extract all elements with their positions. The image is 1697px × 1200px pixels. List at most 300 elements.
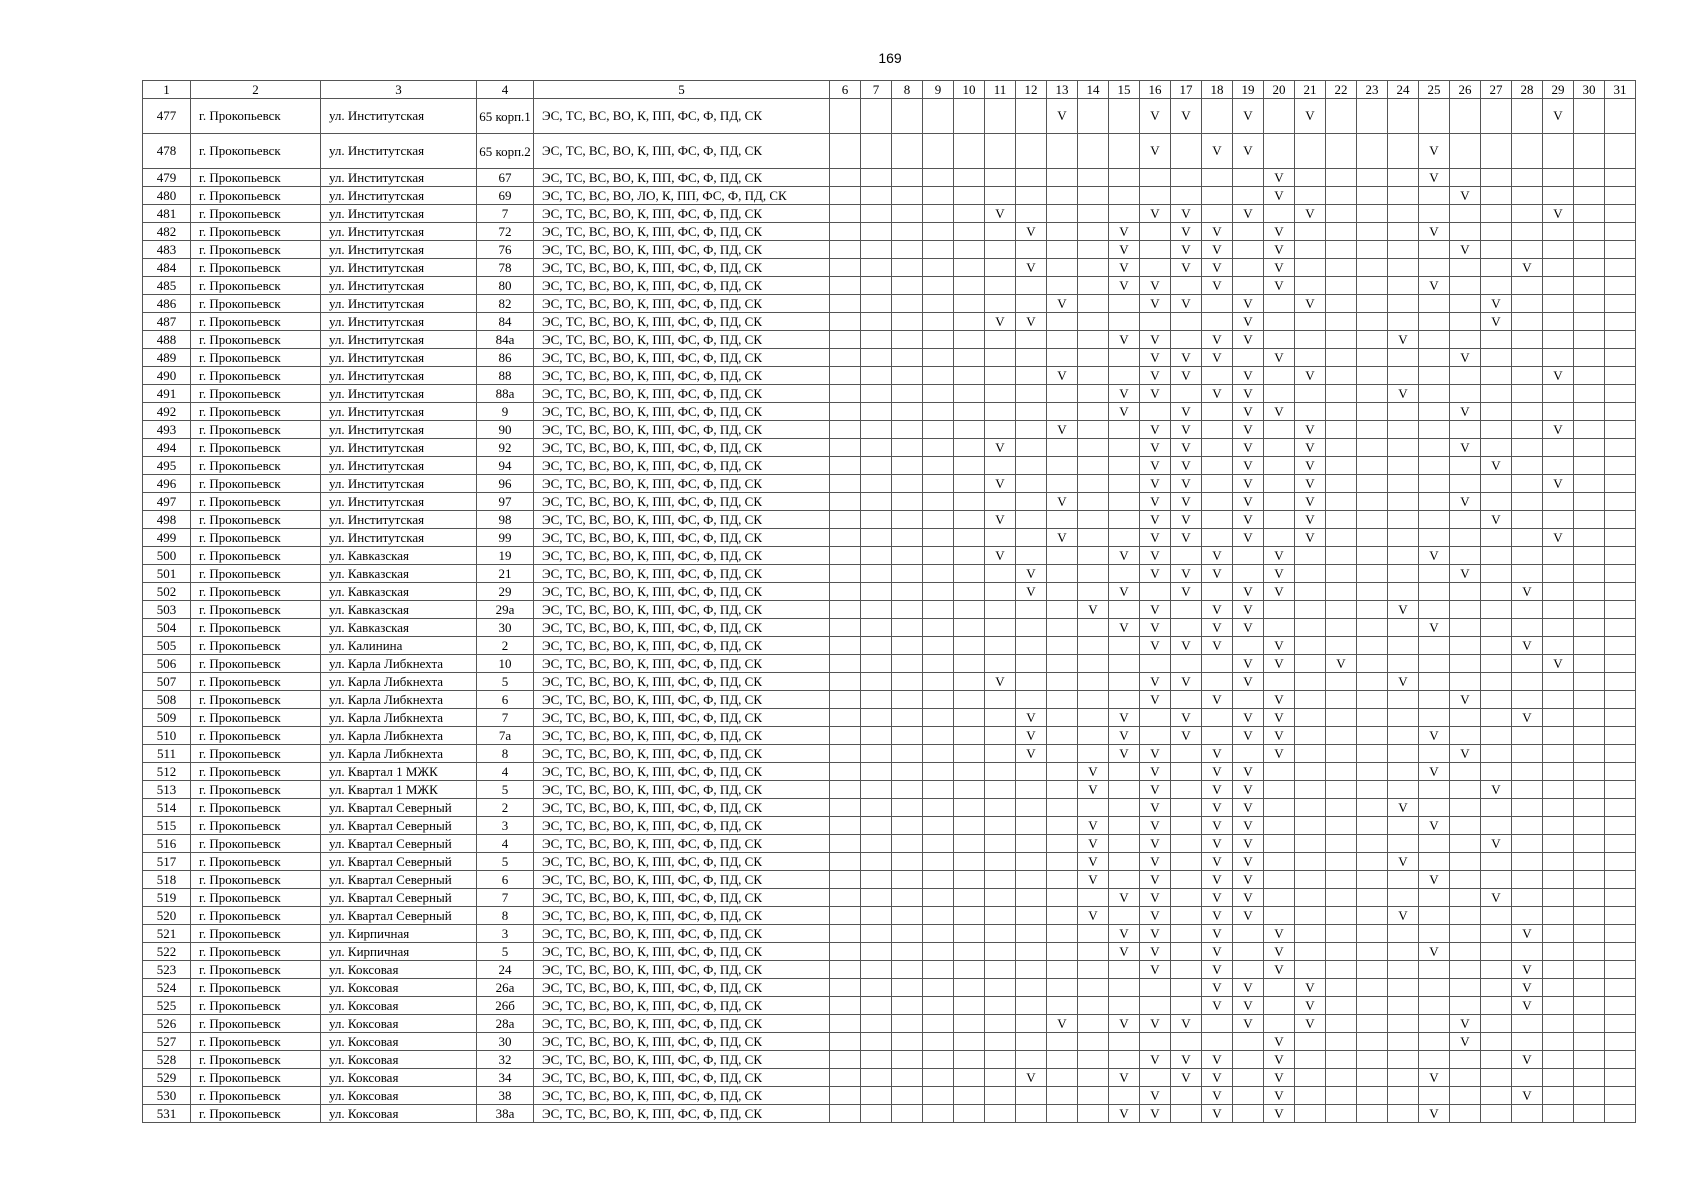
mark-cell-col-26 [1450, 835, 1481, 853]
table-row [143, 691, 1636, 709]
house-number-cell: 21 [477, 565, 534, 583]
mark-cell-col-10 [954, 313, 985, 331]
mark-cell-col-14: V [1078, 817, 1109, 835]
mark-cell-col-9 [923, 961, 954, 979]
mark-cell-col-21 [1295, 313, 1326, 331]
mark-cell-col-11 [985, 295, 1016, 313]
mark-cell-col-25: V [1419, 943, 1450, 961]
mark-cell-col-17: V [1171, 367, 1202, 385]
row-number: 493 [143, 421, 191, 439]
mark-cell-col-21 [1295, 1033, 1326, 1051]
mark-cell-col-30 [1574, 799, 1605, 817]
mark-cell-col-22 [1326, 277, 1357, 295]
mark-cell-col-28 [1512, 907, 1543, 925]
street-cell: ул. Коксовая [321, 1105, 477, 1123]
mark-cell-col-13 [1047, 403, 1078, 421]
mark-cell-col-28 [1512, 99, 1543, 134]
mark-cell-col-30 [1574, 277, 1605, 295]
mark-cell-col-30 [1574, 187, 1605, 205]
mark-cell-col-23 [1357, 835, 1388, 853]
house-number-cell: 92 [477, 439, 534, 457]
city-cell: г. Прокопьевск [191, 421, 321, 439]
mark-cell-col-13: V [1047, 421, 1078, 439]
mark-cell-col-18: V [1202, 223, 1233, 241]
mark-cell-col-25 [1419, 601, 1450, 619]
mark-cell-col-26 [1450, 943, 1481, 961]
mark-cell-col-21 [1295, 691, 1326, 709]
mark-cell-col-13 [1047, 547, 1078, 565]
mark-cell-col-21: V [1295, 421, 1326, 439]
mark-cell-col-25 [1419, 709, 1450, 727]
mark-cell-col-10 [954, 907, 985, 925]
mark-cell-col-24 [1388, 745, 1419, 763]
mark-cell-col-22 [1326, 1051, 1357, 1069]
mark-cell-col-25: V [1419, 223, 1450, 241]
house-number-cell: 3 [477, 817, 534, 835]
mark-cell-col-11 [985, 169, 1016, 187]
mark-cell-col-15 [1109, 421, 1140, 439]
mark-cell-col-26 [1450, 1105, 1481, 1123]
mark-cell-col-30 [1574, 763, 1605, 781]
mark-cell-col-6 [830, 817, 861, 835]
mark-cell-col-31 [1605, 565, 1636, 583]
mark-cell-col-21 [1295, 763, 1326, 781]
table-row [143, 457, 1636, 475]
mark-cell-col-15 [1109, 313, 1140, 331]
mark-cell-col-12 [1016, 421, 1047, 439]
mark-cell-col-30 [1574, 601, 1605, 619]
mark-cell-col-17: V [1171, 637, 1202, 655]
services-cell: ЭС, ТС, ВС, ВО, К, ПП, ФС, Ф, ПД, СК [534, 313, 830, 331]
mark-cell-col-22 [1326, 727, 1357, 745]
mark-cell-col-22 [1326, 853, 1357, 871]
mark-cell-col-25 [1419, 1033, 1450, 1051]
mark-cell-col-25 [1419, 925, 1450, 943]
mark-cell-col-17: V [1171, 241, 1202, 259]
house-number-cell: 7 [477, 205, 534, 223]
row-number: 529 [143, 1069, 191, 1087]
mark-cell-col-6 [830, 583, 861, 601]
mark-cell-col-31 [1605, 979, 1636, 997]
mark-cell-col-16: V [1140, 943, 1171, 961]
mark-cell-col-9 [923, 403, 954, 421]
mark-cell-col-29 [1543, 853, 1574, 871]
mark-cell-col-21 [1295, 169, 1326, 187]
column-header-20: 20 [1264, 81, 1295, 99]
mark-cell-col-29 [1543, 619, 1574, 637]
mark-cell-col-8 [892, 565, 923, 583]
mark-cell-col-29 [1543, 1033, 1574, 1051]
street-cell: ул. Квартал Северный [321, 853, 477, 871]
row-number: 511 [143, 745, 191, 763]
mark-cell-col-14 [1078, 673, 1109, 691]
mark-cell-col-30 [1574, 529, 1605, 547]
mark-cell-col-27 [1481, 349, 1512, 367]
mark-cell-col-17: V [1171, 529, 1202, 547]
mark-cell-col-11 [985, 1015, 1016, 1033]
mark-cell-col-15: V [1109, 745, 1140, 763]
mark-cell-col-25 [1419, 511, 1450, 529]
mark-cell-col-16: V [1140, 493, 1171, 511]
mark-cell-col-8 [892, 475, 923, 493]
mark-cell-col-14 [1078, 727, 1109, 745]
mark-cell-col-28 [1512, 619, 1543, 637]
services-cell: ЭС, ТС, ВС, ВО, К, ПП, ФС, Ф, ПД, СК [534, 997, 830, 1015]
mark-cell-col-7 [861, 1051, 892, 1069]
house-number-cell: 9 [477, 403, 534, 421]
mark-cell-col-18 [1202, 529, 1233, 547]
mark-cell-col-15: V [1109, 259, 1140, 277]
mark-cell-col-22 [1326, 259, 1357, 277]
mark-cell-col-12 [1016, 511, 1047, 529]
mark-cell-col-14 [1078, 313, 1109, 331]
street-cell: ул. Институтская [321, 529, 477, 547]
house-number-cell: 4 [477, 835, 534, 853]
mark-cell-col-15 [1109, 961, 1140, 979]
mark-cell-col-15 [1109, 134, 1140, 169]
mark-cell-col-13 [1047, 979, 1078, 997]
mark-cell-col-14: V [1078, 853, 1109, 871]
mark-cell-col-8 [892, 385, 923, 403]
mark-cell-col-26 [1450, 655, 1481, 673]
table-row [143, 511, 1636, 529]
mark-cell-col-24 [1388, 205, 1419, 223]
mark-cell-col-9 [923, 619, 954, 637]
mark-cell-col-29 [1543, 799, 1574, 817]
mark-cell-col-25 [1419, 457, 1450, 475]
mark-cell-col-30 [1574, 547, 1605, 565]
mark-cell-col-22 [1326, 349, 1357, 367]
mark-cell-col-27 [1481, 1105, 1512, 1123]
street-cell: ул. Институтская [321, 99, 477, 134]
mark-cell-col-27 [1481, 619, 1512, 637]
city-cell: г. Прокопьевск [191, 367, 321, 385]
mark-cell-col-22: V [1326, 655, 1357, 673]
mark-cell-col-28 [1512, 1033, 1543, 1051]
column-header-11: 11 [985, 81, 1016, 99]
mark-cell-col-25 [1419, 349, 1450, 367]
row-number: 530 [143, 1087, 191, 1105]
mark-cell-col-23 [1357, 313, 1388, 331]
mark-cell-col-23 [1357, 367, 1388, 385]
mark-cell-col-18: V [1202, 907, 1233, 925]
mark-cell-col-26: V [1450, 1033, 1481, 1051]
mark-cell-col-12 [1016, 547, 1047, 565]
mark-cell-col-29 [1543, 241, 1574, 259]
mark-cell-col-21 [1295, 781, 1326, 799]
mark-cell-col-19: V [1233, 529, 1264, 547]
mark-cell-col-31 [1605, 277, 1636, 295]
mark-cell-col-11 [985, 925, 1016, 943]
mark-cell-col-19: V [1233, 99, 1264, 134]
mark-cell-col-18: V [1202, 961, 1233, 979]
mark-cell-col-24: V [1388, 907, 1419, 925]
mark-cell-col-25: V [1419, 134, 1450, 169]
mark-cell-col-10 [954, 727, 985, 745]
mark-cell-col-11: V [985, 313, 1016, 331]
mark-cell-col-28 [1512, 134, 1543, 169]
mark-cell-col-14 [1078, 925, 1109, 943]
street-cell: ул. Коксовая [321, 961, 477, 979]
mark-cell-col-21 [1295, 331, 1326, 349]
house-number-cell: 34 [477, 1069, 534, 1087]
mark-cell-col-19 [1233, 241, 1264, 259]
table-row [143, 134, 1636, 169]
mark-cell-col-29 [1543, 871, 1574, 889]
mark-cell-col-6 [830, 889, 861, 907]
street-cell: ул. Кавказская [321, 565, 477, 583]
mark-cell-col-25: V [1419, 169, 1450, 187]
services-cell: ЭС, ТС, ВС, ВО, К, ПП, ФС, Ф, ПД, СК [534, 349, 830, 367]
row-number: 509 [143, 709, 191, 727]
mark-cell-col-14 [1078, 367, 1109, 385]
mark-cell-col-7 [861, 241, 892, 259]
mark-cell-col-16: V [1140, 637, 1171, 655]
table-row [143, 421, 1636, 439]
mark-cell-col-18 [1202, 655, 1233, 673]
mark-cell-col-25 [1419, 889, 1450, 907]
mark-cell-col-19: V [1233, 979, 1264, 997]
mark-cell-col-6 [830, 871, 861, 889]
city-cell: г. Прокопьевск [191, 385, 321, 403]
mark-cell-col-21 [1295, 259, 1326, 277]
mark-cell-col-17: V [1171, 709, 1202, 727]
mark-cell-col-14 [1078, 529, 1109, 547]
mark-cell-col-26 [1450, 134, 1481, 169]
mark-cell-col-18 [1202, 1033, 1233, 1051]
mark-cell-col-27: V [1481, 295, 1512, 313]
mark-cell-col-31 [1605, 835, 1636, 853]
mark-cell-col-30 [1574, 979, 1605, 997]
mark-cell-col-31 [1605, 295, 1636, 313]
mark-cell-col-22 [1326, 907, 1357, 925]
row-number: 490 [143, 367, 191, 385]
mark-cell-col-9 [923, 1069, 954, 1087]
table-row [143, 889, 1636, 907]
mark-cell-col-19: V [1233, 331, 1264, 349]
mark-cell-col-25: V [1419, 619, 1450, 637]
mark-cell-col-8 [892, 583, 923, 601]
mark-cell-col-29 [1543, 565, 1574, 583]
mark-cell-col-13 [1047, 925, 1078, 943]
mark-cell-col-24 [1388, 763, 1419, 781]
mark-cell-col-26: V [1450, 565, 1481, 583]
mark-cell-col-9 [923, 169, 954, 187]
mark-cell-col-18: V [1202, 277, 1233, 295]
mark-cell-col-8 [892, 99, 923, 134]
mark-cell-col-28 [1512, 763, 1543, 781]
mark-cell-col-24 [1388, 871, 1419, 889]
mark-cell-col-10 [954, 241, 985, 259]
mark-cell-col-16 [1140, 997, 1171, 1015]
mark-cell-col-26: V [1450, 439, 1481, 457]
mark-cell-col-31 [1605, 943, 1636, 961]
mark-cell-col-10 [954, 99, 985, 134]
mark-cell-col-30 [1574, 493, 1605, 511]
mark-cell-col-9 [923, 277, 954, 295]
mark-cell-col-24 [1388, 655, 1419, 673]
mark-cell-col-16 [1140, 1033, 1171, 1051]
mark-cell-col-6 [830, 421, 861, 439]
mark-cell-col-14 [1078, 547, 1109, 565]
mark-cell-col-25: V [1419, 763, 1450, 781]
table-row [143, 367, 1636, 385]
mark-cell-col-16: V [1140, 817, 1171, 835]
row-number: 492 [143, 403, 191, 421]
mark-cell-col-26 [1450, 205, 1481, 223]
mark-cell-col-22 [1326, 403, 1357, 421]
mark-cell-col-11 [985, 349, 1016, 367]
mark-cell-col-6 [830, 169, 861, 187]
mark-cell-col-20 [1264, 619, 1295, 637]
mark-cell-col-30 [1574, 637, 1605, 655]
column-header-23: 23 [1357, 81, 1388, 99]
mark-cell-col-17 [1171, 997, 1202, 1015]
mark-cell-col-21 [1295, 745, 1326, 763]
mark-cell-col-14 [1078, 979, 1109, 997]
table-row [143, 727, 1636, 745]
city-cell: г. Прокопьевск [191, 349, 321, 367]
mark-cell-col-18: V [1202, 943, 1233, 961]
mark-cell-col-10 [954, 475, 985, 493]
mark-cell-col-15: V [1109, 709, 1140, 727]
city-cell: г. Прокопьевск [191, 169, 321, 187]
mark-cell-col-7 [861, 673, 892, 691]
mark-cell-col-22 [1326, 457, 1357, 475]
mark-cell-col-30 [1574, 349, 1605, 367]
row-number: 484 [143, 259, 191, 277]
mark-cell-col-6 [830, 763, 861, 781]
mark-cell-col-22 [1326, 385, 1357, 403]
mark-cell-col-22 [1326, 493, 1357, 511]
mark-cell-col-19: V [1233, 457, 1264, 475]
mark-cell-col-13 [1047, 385, 1078, 403]
mark-cell-col-28 [1512, 457, 1543, 475]
mark-cell-col-26 [1450, 385, 1481, 403]
mark-cell-col-21 [1295, 565, 1326, 583]
column-header-6: 6 [830, 81, 861, 99]
mark-cell-col-29 [1543, 727, 1574, 745]
city-cell: г. Прокопьевск [191, 763, 321, 781]
row-number: 487 [143, 313, 191, 331]
mark-cell-col-21 [1295, 889, 1326, 907]
mark-cell-col-14 [1078, 295, 1109, 313]
house-number-cell: 8 [477, 907, 534, 925]
mark-cell-col-8 [892, 439, 923, 457]
mark-cell-col-25 [1419, 907, 1450, 925]
mark-cell-col-29: V [1543, 655, 1574, 673]
mark-cell-col-24 [1388, 1105, 1419, 1123]
mark-cell-col-14 [1078, 637, 1109, 655]
mark-cell-col-7 [861, 601, 892, 619]
mark-cell-col-27 [1481, 1087, 1512, 1105]
city-cell: г. Прокопьевск [191, 99, 321, 134]
mark-cell-col-11 [985, 799, 1016, 817]
mark-cell-col-10 [954, 691, 985, 709]
mark-cell-col-31 [1605, 511, 1636, 529]
street-cell: ул. Квартал 1 МЖК [321, 781, 477, 799]
house-number-cell: 90 [477, 421, 534, 439]
services-cell: ЭС, ТС, ВС, ВО, К, ПП, ФС, Ф, ПД, СК [534, 331, 830, 349]
mark-cell-col-17: V [1171, 1051, 1202, 1069]
mark-cell-col-15 [1109, 349, 1140, 367]
mark-cell-col-10 [954, 835, 985, 853]
mark-cell-col-30 [1574, 817, 1605, 835]
mark-cell-col-24 [1388, 1051, 1419, 1069]
street-cell: ул. Коксовая [321, 997, 477, 1015]
mark-cell-col-8 [892, 1033, 923, 1051]
mark-cell-col-7 [861, 943, 892, 961]
mark-cell-col-22 [1326, 709, 1357, 727]
mark-cell-col-12 [1016, 385, 1047, 403]
mark-cell-col-18: V [1202, 871, 1233, 889]
mark-cell-col-30 [1574, 457, 1605, 475]
city-cell: г. Прокопьевск [191, 475, 321, 493]
mark-cell-col-10 [954, 637, 985, 655]
column-header-12: 12 [1016, 81, 1047, 99]
mark-cell-col-14 [1078, 134, 1109, 169]
mark-cell-col-22 [1326, 367, 1357, 385]
mark-cell-col-14 [1078, 421, 1109, 439]
mark-cell-col-16 [1140, 241, 1171, 259]
mark-cell-col-8 [892, 691, 923, 709]
mark-cell-col-16 [1140, 1069, 1171, 1087]
mark-cell-col-10 [954, 601, 985, 619]
mark-cell-col-7 [861, 763, 892, 781]
mark-cell-col-31 [1605, 619, 1636, 637]
mark-cell-col-7 [861, 619, 892, 637]
mark-cell-col-31 [1605, 745, 1636, 763]
mark-cell-col-30 [1574, 331, 1605, 349]
mark-cell-col-15 [1109, 817, 1140, 835]
mark-cell-col-15 [1109, 673, 1140, 691]
mark-cell-col-25 [1419, 259, 1450, 277]
mark-cell-col-12: V [1016, 259, 1047, 277]
mark-cell-col-27 [1481, 277, 1512, 295]
mark-cell-col-12 [1016, 997, 1047, 1015]
mark-cell-col-25 [1419, 1087, 1450, 1105]
mark-cell-col-20 [1264, 817, 1295, 835]
row-number: 506 [143, 655, 191, 673]
services-cell: ЭС, ТС, ВС, ВО, К, ПП, ФС, Ф, ПД, СК [534, 1087, 830, 1105]
street-cell: ул. Институтская [321, 475, 477, 493]
mark-cell-col-26 [1450, 907, 1481, 925]
row-number: 527 [143, 1033, 191, 1051]
mark-cell-col-9 [923, 997, 954, 1015]
city-cell: г. Прокопьевск [191, 727, 321, 745]
mark-cell-col-23 [1357, 349, 1388, 367]
mark-cell-col-19 [1233, 277, 1264, 295]
table-row [143, 259, 1636, 277]
table-row [143, 241, 1636, 259]
mark-cell-col-22 [1326, 763, 1357, 781]
mark-cell-col-31 [1605, 871, 1636, 889]
mark-cell-col-13 [1047, 871, 1078, 889]
mark-cell-col-24 [1388, 691, 1419, 709]
mark-cell-col-13 [1047, 637, 1078, 655]
mark-cell-col-29: V [1543, 421, 1574, 439]
mark-cell-col-22 [1326, 134, 1357, 169]
mark-cell-col-22 [1326, 169, 1357, 187]
mark-cell-col-22 [1326, 997, 1357, 1015]
mark-cell-col-17: V [1171, 295, 1202, 313]
mark-cell-col-13 [1047, 313, 1078, 331]
mark-cell-col-6 [830, 277, 861, 295]
mark-cell-col-24 [1388, 277, 1419, 295]
mark-cell-col-6 [830, 637, 861, 655]
mark-cell-col-31 [1605, 1015, 1636, 1033]
mark-cell-col-8 [892, 1051, 923, 1069]
